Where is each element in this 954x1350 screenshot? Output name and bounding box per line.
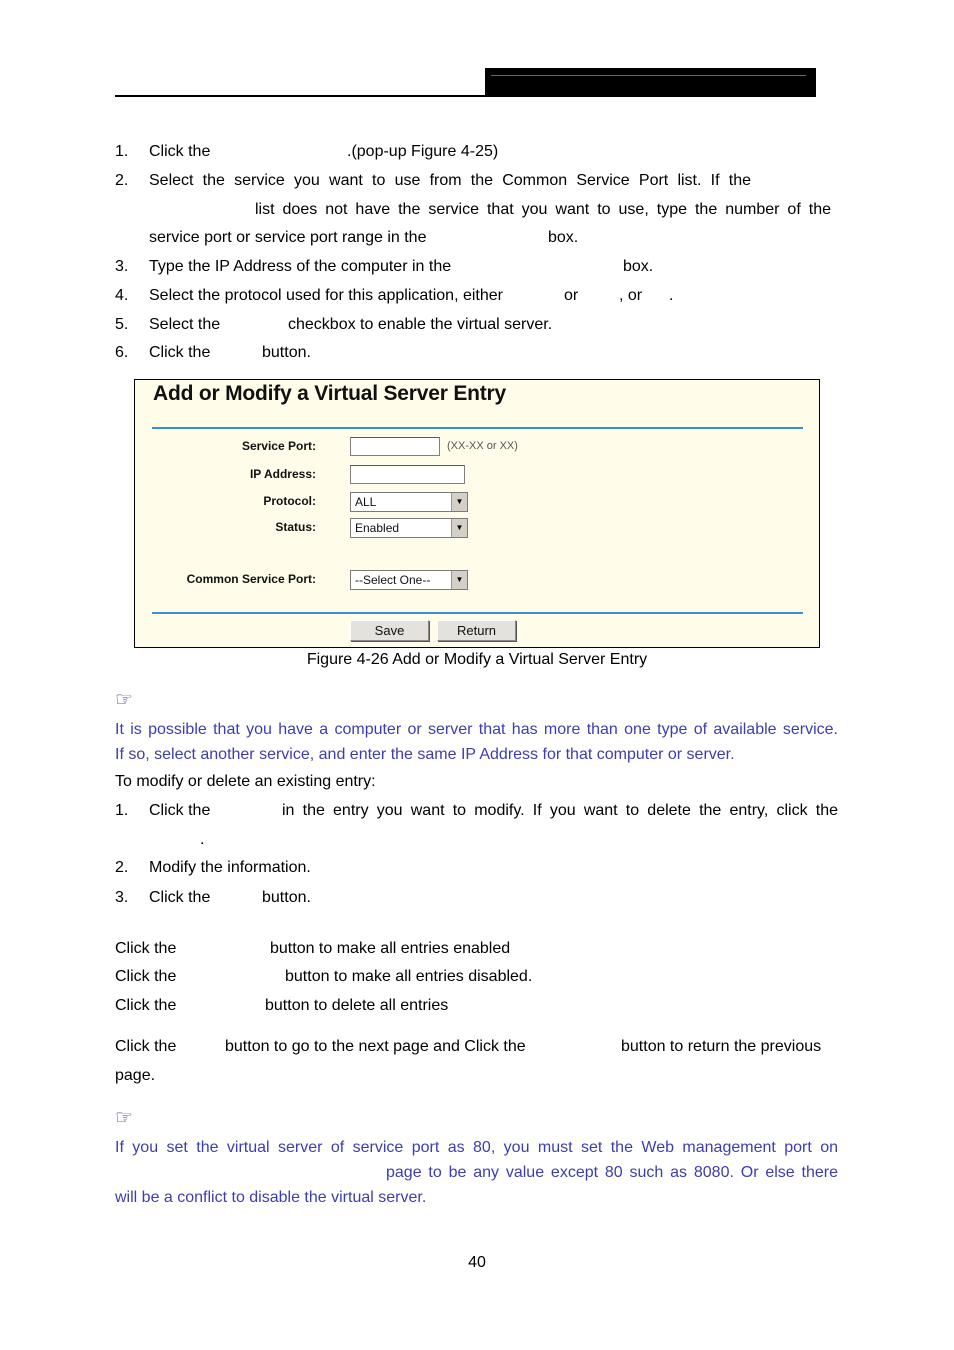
- pointing-hand-icon: ☞: [115, 1107, 133, 1129]
- pointing-hand-icon: ☞: [115, 689, 133, 711]
- modify-step-1-text-a: Click the: [149, 802, 211, 819]
- step-4-comma-or: , or: [619, 287, 643, 304]
- bulk-line-2-b: button to make all entries disabled.: [285, 968, 533, 985]
- note-2-line-3: will be a conflict to disable the virtual server.: [115, 1189, 427, 1206]
- status-selected-value: Enabled: [355, 521, 400, 535]
- step-6-number: 6.: [115, 344, 129, 361]
- virtual-server-form-screenshot: [134, 379, 820, 648]
- protocol-selected-value: ALL: [355, 495, 377, 509]
- chevron-down-icon: ▼: [451, 519, 467, 537]
- modify-step-3-number: 3.: [115, 889, 129, 906]
- service-port-input[interactable]: [350, 437, 440, 456]
- note-2-line-2: page to be any value except 80 such as 8080. Or else there: [386, 1164, 838, 1181]
- modify-step-1-number: 1.: [115, 802, 129, 819]
- bulk-line-1-b: button to make all entries enabled: [270, 940, 511, 957]
- chevron-down-icon: ▼: [451, 571, 467, 589]
- step-2-line-3a: service port or service port range in the: [149, 229, 427, 246]
- step-4-or: or: [564, 287, 579, 304]
- modify-step-3-text-b: button.: [262, 889, 311, 906]
- step-3-text-a: Type the IP Address of the computer in the: [149, 258, 452, 275]
- form-bottom-divider: [152, 612, 803, 614]
- modify-step-3-text-a: Click the: [149, 889, 211, 906]
- step-3-text-b: box.: [623, 258, 654, 275]
- bulk-line-4-a: Click the: [115, 1038, 177, 1055]
- modify-step-2-number: 2.: [115, 859, 129, 876]
- header-rule: [115, 95, 487, 97]
- common-service-port-label: Common Service Port:: [186, 572, 316, 586]
- status-select[interactable]: [350, 518, 468, 538]
- step-1-number: 1.: [115, 143, 129, 160]
- modify-step-2-text: Modify the information.: [149, 859, 311, 876]
- step-5-text-a: Select the: [149, 316, 221, 333]
- ip-address-label: IP Address:: [249, 467, 316, 481]
- bulk-line-3-a: Click the: [115, 997, 177, 1014]
- bulk-line-4-b: button to go to the next page and Click the: [225, 1038, 526, 1055]
- step-4-dot: .: [669, 287, 674, 304]
- protocol-label: Protocol:: [263, 494, 316, 508]
- bulk-line-5: page.: [115, 1067, 156, 1084]
- service-port-label: Service Port:: [241, 439, 316, 453]
- step-5-text-b: checkbox to enable the virtual server.: [288, 316, 553, 333]
- return-button[interactable]: Return: [437, 620, 516, 641]
- service-port-hint: (XX-XX or XX): [447, 440, 518, 452]
- bulk-line-1-a: Click the: [115, 940, 177, 957]
- step-6-text-a: Click the: [149, 344, 211, 361]
- header-bar: [485, 68, 816, 97]
- step-4-text-a: Select the protocol used for this application, either: [149, 287, 503, 304]
- modify-step-1-text-b: in the entry you want to modify. If you want to delete the entry, click the: [282, 802, 838, 819]
- form-top-divider: [152, 427, 803, 429]
- bulk-line-4-c: button to return the previous: [621, 1038, 822, 1055]
- note-1-line-2: If so, select another service, and enter the same IP Address for that computer or server.: [115, 746, 735, 763]
- step-1-text-a: Click the: [149, 143, 211, 160]
- bulk-line-3-b: button to delete all entries: [265, 997, 449, 1014]
- step-2-line-3b: box.: [548, 229, 579, 246]
- modify-intro: To modify or delete an existing entry:: [115, 773, 376, 790]
- save-button[interactable]: Save: [350, 620, 429, 641]
- step-3-number: 3.: [115, 258, 129, 275]
- modify-step-1-text-c: .: [200, 831, 205, 848]
- page-number: 40: [468, 1254, 486, 1271]
- step-4-number: 4.: [115, 287, 129, 304]
- step-6-text-b: button.: [262, 344, 311, 361]
- step-2-line-1: Select the service you want to use from the Common Service Port list. If the: [149, 172, 751, 189]
- note-1-line-1: It is possible that you have a computer or server that has more than one type of available service.: [115, 721, 838, 738]
- step-5-number: 5.: [115, 316, 129, 333]
- status-label: Status:: [275, 520, 316, 534]
- chevron-down-icon: ▼: [451, 493, 467, 511]
- bulk-line-2-a: Click the: [115, 968, 177, 985]
- protocol-select[interactable]: [350, 492, 468, 512]
- ip-address-input[interactable]: [350, 465, 465, 484]
- note-2-line-1: If you set the virtual server of service port as 80, you must set the Web management port on: [115, 1139, 838, 1156]
- form-title: Add or Modify a Virtual Server Entry: [153, 382, 506, 405]
- step-2-line-2: list does not have the service that you want to use, type the number of the: [255, 201, 831, 218]
- common-service-port-selected-value: --Select One--: [355, 573, 431, 587]
- figure-caption: Figure 4-26 Add or Modify a Virtual Server Entry: [306, 651, 648, 668]
- step-2-number: 2.: [115, 172, 129, 189]
- common-service-port-select[interactable]: [350, 570, 468, 590]
- step-1-text-b: .(pop-up Figure 4-25): [347, 143, 499, 160]
